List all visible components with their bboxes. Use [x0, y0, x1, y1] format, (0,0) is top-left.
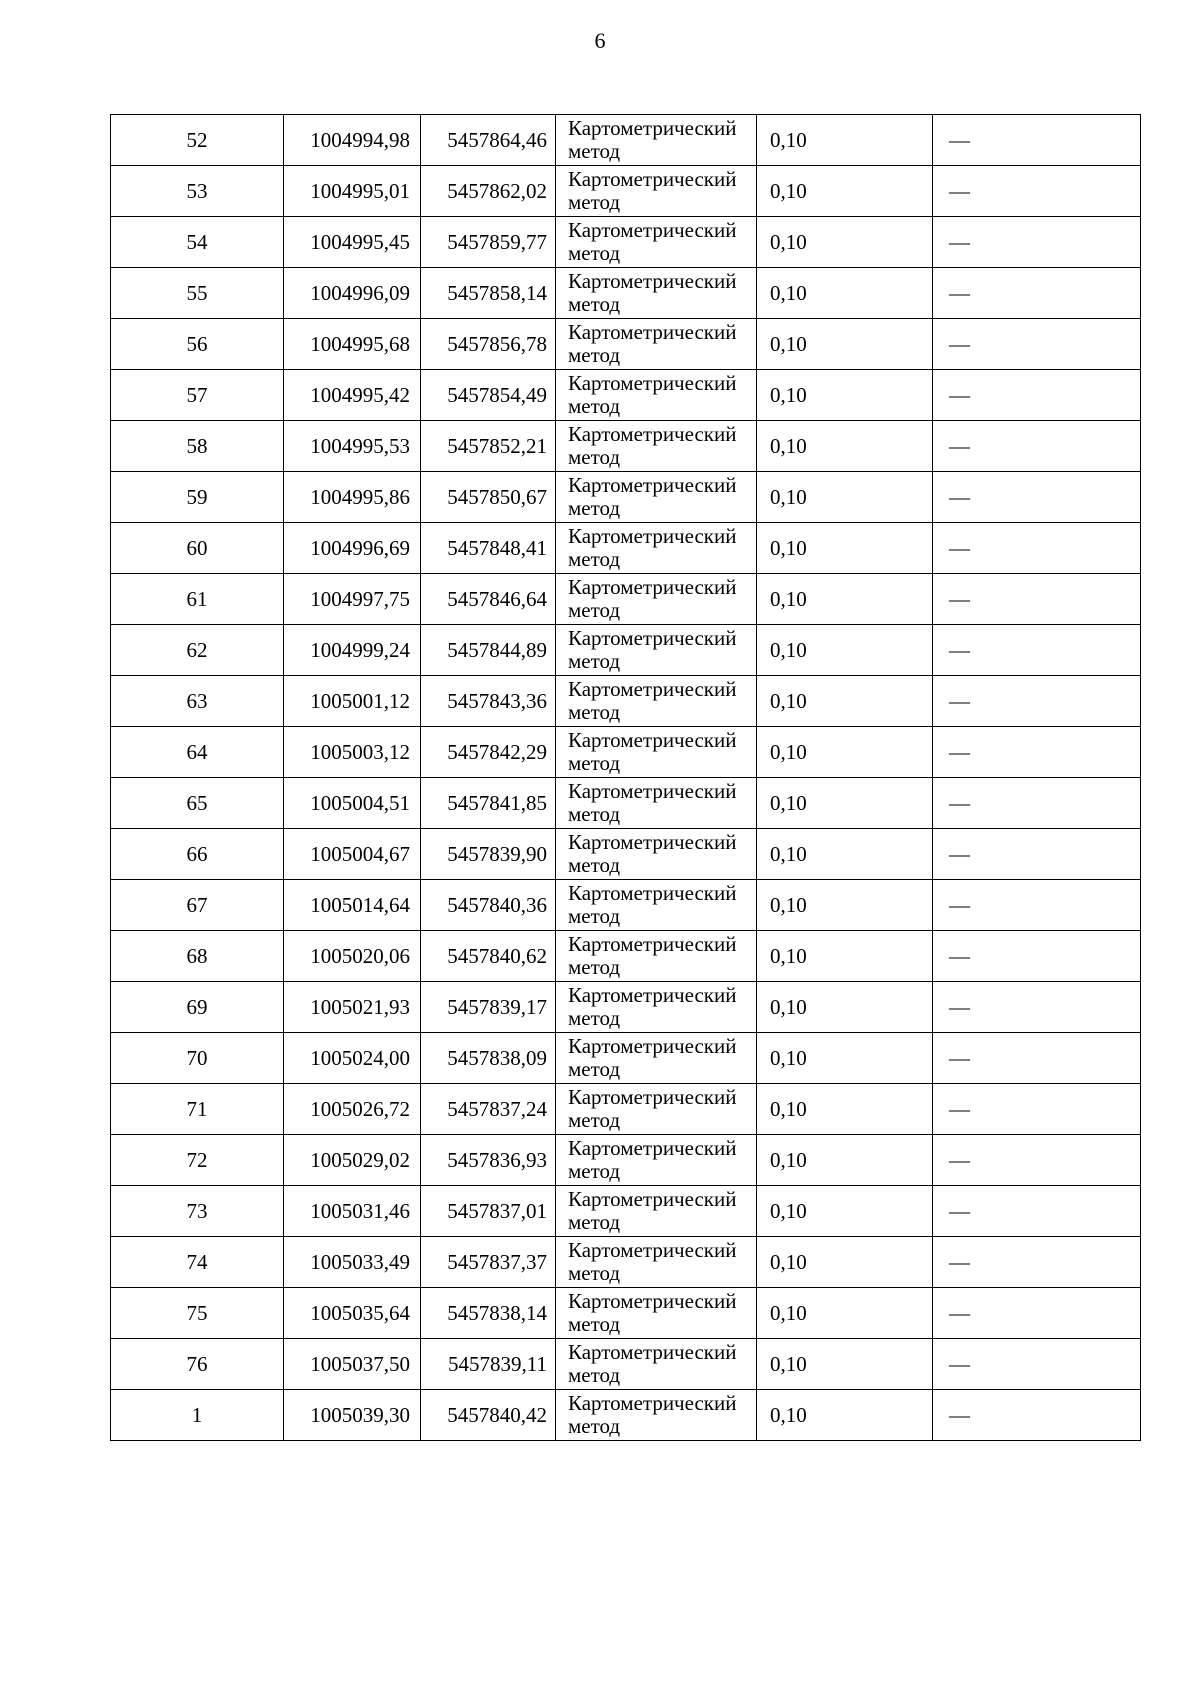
description-cell: —	[933, 931, 1141, 982]
point-number-cell: 71	[111, 1084, 284, 1135]
method-cell	[556, 1186, 757, 1237]
method-line-2: метод	[568, 190, 621, 214]
method-line-1: Картометрический	[568, 728, 737, 752]
method-line-2: метод	[568, 1414, 621, 1438]
description-cell: —	[933, 727, 1141, 778]
accuracy-cell: 0,10	[757, 625, 933, 676]
table-row	[111, 217, 1141, 268]
point-number-cell: 75	[111, 1288, 284, 1339]
method-line-2: метод	[568, 394, 621, 418]
y-coordinate-cell: 5457838,14	[421, 1288, 556, 1339]
table-row	[111, 166, 1141, 217]
point-number-cell: 62	[111, 625, 284, 676]
method-cell	[556, 421, 757, 472]
x-coordinate-cell: 1004994,98	[284, 115, 421, 166]
method-line-2: метод	[568, 904, 621, 928]
point-number-cell: 68	[111, 931, 284, 982]
description-cell: —	[933, 421, 1141, 472]
x-coordinate-cell: 1004995,53	[284, 421, 421, 472]
description-cell: —	[933, 1135, 1141, 1186]
point-number-cell: 53	[111, 166, 284, 217]
method-line-2: метод	[568, 1363, 621, 1387]
y-coordinate-cell: 5457844,89	[421, 625, 556, 676]
x-coordinate-cell: 1005031,46	[284, 1186, 421, 1237]
description-cell: —	[933, 676, 1141, 727]
method-line-1: Картометрический	[568, 1340, 737, 1364]
x-coordinate-cell: 1005004,51	[284, 778, 421, 829]
y-coordinate-cell: 5457839,17	[421, 982, 556, 1033]
table-row	[111, 268, 1141, 319]
table-row	[111, 727, 1141, 778]
method-line-2: метод	[568, 139, 621, 163]
y-coordinate-cell: 5457862,02	[421, 166, 556, 217]
description-cell: —	[933, 1288, 1141, 1339]
table-row	[111, 421, 1141, 472]
y-coordinate-cell: 5457864,46	[421, 115, 556, 166]
description-cell: —	[933, 625, 1141, 676]
x-coordinate-cell: 1005026,72	[284, 1084, 421, 1135]
point-number-cell: 67	[111, 880, 284, 931]
method-line-2: метод	[568, 496, 621, 520]
method-line-1: Картометрический	[568, 1136, 737, 1160]
point-number-cell: 55	[111, 268, 284, 319]
point-number-cell: 52	[111, 115, 284, 166]
x-coordinate-cell: 1004999,24	[284, 625, 421, 676]
method-line-1: Картометрический	[568, 779, 737, 803]
accuracy-cell: 0,10	[757, 1033, 933, 1084]
method-line-1: Картометрический	[568, 1289, 737, 1313]
method-line-1: Картометрический	[568, 1391, 737, 1415]
method-line-2: метод	[568, 802, 621, 826]
point-number-cell: 66	[111, 829, 284, 880]
description-cell: —	[933, 268, 1141, 319]
table-row	[111, 829, 1141, 880]
point-number-cell: 74	[111, 1237, 284, 1288]
method-line-2: метод	[568, 1057, 621, 1081]
method-cell	[556, 268, 757, 319]
method-line-1: Картометрический	[568, 524, 737, 548]
method-cell	[556, 1084, 757, 1135]
y-coordinate-cell: 5457852,21	[421, 421, 556, 472]
x-coordinate-cell: 1005004,67	[284, 829, 421, 880]
y-coordinate-cell: 5457839,90	[421, 829, 556, 880]
x-coordinate-cell: 1004996,69	[284, 523, 421, 574]
method-line-1: Картометрический	[568, 269, 737, 293]
y-coordinate-cell: 5457854,49	[421, 370, 556, 421]
method-line-1: Картометрический	[568, 983, 737, 1007]
method-line-1: Картометрический	[568, 320, 737, 344]
x-coordinate-cell: 1004995,86	[284, 472, 421, 523]
method-cell	[556, 931, 757, 982]
method-line-1: Картометрический	[568, 1187, 737, 1211]
point-number-cell: 57	[111, 370, 284, 421]
point-number-cell: 56	[111, 319, 284, 370]
point-number-cell: 70	[111, 1033, 284, 1084]
table-row	[111, 1390, 1141, 1441]
method-line-2: метод	[568, 751, 621, 775]
accuracy-cell: 0,10	[757, 829, 933, 880]
y-coordinate-cell: 5457840,36	[421, 880, 556, 931]
method-line-2: метод	[568, 445, 621, 469]
y-coordinate-cell: 5457836,93	[421, 1135, 556, 1186]
table-row	[111, 1186, 1141, 1237]
accuracy-cell: 0,10	[757, 370, 933, 421]
method-line-2: метод	[568, 1312, 621, 1336]
table-row	[111, 523, 1141, 574]
table-row	[111, 931, 1141, 982]
table-row	[111, 880, 1141, 931]
table-row	[111, 1339, 1141, 1390]
method-cell	[556, 1135, 757, 1186]
point-number-cell: 60	[111, 523, 284, 574]
x-coordinate-cell: 1004997,75	[284, 574, 421, 625]
x-coordinate-cell: 1005020,06	[284, 931, 421, 982]
method-line-1: Картометрический	[568, 677, 737, 701]
y-coordinate-cell: 5457837,01	[421, 1186, 556, 1237]
x-coordinate-cell: 1005001,12	[284, 676, 421, 727]
table-row	[111, 370, 1141, 421]
y-coordinate-cell: 5457858,14	[421, 268, 556, 319]
accuracy-cell: 0,10	[757, 1390, 933, 1441]
method-cell	[556, 1288, 757, 1339]
y-coordinate-cell: 5457841,85	[421, 778, 556, 829]
method-line-2: метод	[568, 1006, 621, 1030]
method-cell	[556, 829, 757, 880]
description-cell: —	[933, 574, 1141, 625]
y-coordinate-cell: 5457850,67	[421, 472, 556, 523]
method-line-2: метод	[568, 955, 621, 979]
method-cell	[556, 217, 757, 268]
table-row	[111, 982, 1141, 1033]
table-row	[111, 778, 1141, 829]
table-row	[111, 1084, 1141, 1135]
y-coordinate-cell: 5457840,42	[421, 1390, 556, 1441]
method-cell	[556, 574, 757, 625]
method-line-2: метод	[568, 853, 621, 877]
description-cell: —	[933, 319, 1141, 370]
y-coordinate-cell: 5457838,09	[421, 1033, 556, 1084]
x-coordinate-cell: 1005033,49	[284, 1237, 421, 1288]
method-line-2: метод	[568, 343, 621, 367]
method-cell	[556, 1237, 757, 1288]
description-cell: —	[933, 1237, 1141, 1288]
table-row	[111, 1237, 1141, 1288]
accuracy-cell: 0,10	[757, 982, 933, 1033]
method-line-2: метод	[568, 700, 621, 724]
method-line-2: метод	[568, 598, 621, 622]
point-number-cell: 76	[111, 1339, 284, 1390]
x-coordinate-cell: 1004995,45	[284, 217, 421, 268]
x-coordinate-cell: 1005003,12	[284, 727, 421, 778]
description-cell: —	[933, 778, 1141, 829]
x-coordinate-cell: 1005029,02	[284, 1135, 421, 1186]
x-coordinate-cell: 1005039,30	[284, 1390, 421, 1441]
y-coordinate-cell: 5457842,29	[421, 727, 556, 778]
method-line-2: метод	[568, 292, 621, 316]
description-cell: —	[933, 1390, 1141, 1441]
description-cell: —	[933, 217, 1141, 268]
x-coordinate-cell: 1005035,64	[284, 1288, 421, 1339]
x-coordinate-cell: 1005014,64	[284, 880, 421, 931]
table-row	[111, 625, 1141, 676]
accuracy-cell: 0,10	[757, 778, 933, 829]
description-cell: —	[933, 829, 1141, 880]
coordinates-table	[110, 114, 1141, 1441]
method-line-1: Картометрический	[568, 422, 737, 446]
method-line-1: Картометрический	[568, 881, 737, 905]
x-coordinate-cell: 1004995,68	[284, 319, 421, 370]
description-cell: —	[933, 115, 1141, 166]
description-cell: —	[933, 166, 1141, 217]
description-cell: —	[933, 523, 1141, 574]
accuracy-cell: 0,10	[757, 268, 933, 319]
method-cell	[556, 1339, 757, 1390]
accuracy-cell: 0,10	[757, 676, 933, 727]
method-line-1: Картометрический	[568, 167, 737, 191]
method-cell	[556, 982, 757, 1033]
y-coordinate-cell: 5457848,41	[421, 523, 556, 574]
accuracy-cell: 0,10	[757, 472, 933, 523]
method-cell	[556, 166, 757, 217]
method-line-2: метод	[568, 1108, 621, 1132]
point-number-cell: 54	[111, 217, 284, 268]
method-line-1: Картометрический	[568, 218, 737, 242]
method-cell	[556, 115, 757, 166]
y-coordinate-cell: 5457837,24	[421, 1084, 556, 1135]
y-coordinate-cell: 5457846,64	[421, 574, 556, 625]
x-coordinate-cell: 1004996,09	[284, 268, 421, 319]
page-number: 6	[594, 28, 606, 53]
method-line-1: Картометрический	[568, 1238, 737, 1262]
table-row	[111, 115, 1141, 166]
accuracy-cell: 0,10	[757, 166, 933, 217]
method-line-1: Картометрический	[568, 116, 737, 140]
description-cell: —	[933, 1084, 1141, 1135]
table-row	[111, 1135, 1141, 1186]
method-line-2: метод	[568, 1261, 621, 1285]
coordinates-table-body	[111, 115, 1141, 1441]
method-cell	[556, 727, 757, 778]
accuracy-cell: 0,10	[757, 1339, 933, 1390]
accuracy-cell: 0,10	[757, 319, 933, 370]
method-cell	[556, 1390, 757, 1441]
point-number-cell: 61	[111, 574, 284, 625]
method-line-1: Картометрический	[568, 932, 737, 956]
description-cell: —	[933, 880, 1141, 931]
x-coordinate-cell: 1004995,42	[284, 370, 421, 421]
method-line-1: Картометрический	[568, 830, 737, 854]
x-coordinate-cell: 1005021,93	[284, 982, 421, 1033]
method-line-1: Картометрический	[568, 371, 737, 395]
method-line-2: метод	[568, 649, 621, 673]
x-coordinate-cell: 1004995,01	[284, 166, 421, 217]
method-line-1: Картометрический	[568, 1085, 737, 1109]
point-number-cell: 72	[111, 1135, 284, 1186]
accuracy-cell: 0,10	[757, 1135, 933, 1186]
description-cell: —	[933, 1186, 1141, 1237]
point-number-cell: 73	[111, 1186, 284, 1237]
point-number-cell: 59	[111, 472, 284, 523]
y-coordinate-cell: 5457843,36	[421, 676, 556, 727]
method-cell	[556, 880, 757, 931]
accuracy-cell: 0,10	[757, 1288, 933, 1339]
method-cell	[556, 778, 757, 829]
y-coordinate-cell: 5457856,78	[421, 319, 556, 370]
method-line-1: Картометрический	[568, 473, 737, 497]
table-row	[111, 1288, 1141, 1339]
accuracy-cell: 0,10	[757, 115, 933, 166]
accuracy-cell: 0,10	[757, 931, 933, 982]
method-line-2: метод	[568, 1159, 621, 1183]
description-cell: —	[933, 1339, 1141, 1390]
accuracy-cell: 0,10	[757, 217, 933, 268]
accuracy-cell: 0,10	[757, 1186, 933, 1237]
point-number-cell: 58	[111, 421, 284, 472]
point-number-cell: 64	[111, 727, 284, 778]
y-coordinate-cell: 5457859,77	[421, 217, 556, 268]
description-cell: —	[933, 472, 1141, 523]
accuracy-cell: 0,10	[757, 574, 933, 625]
method-cell	[556, 472, 757, 523]
accuracy-cell: 0,10	[757, 421, 933, 472]
method-line-2: метод	[568, 241, 621, 265]
method-cell	[556, 370, 757, 421]
description-cell: —	[933, 982, 1141, 1033]
table-row	[111, 319, 1141, 370]
method-cell	[556, 523, 757, 574]
accuracy-cell: 0,10	[757, 523, 933, 574]
accuracy-cell: 0,10	[757, 727, 933, 778]
point-number-cell: 63	[111, 676, 284, 727]
description-cell: —	[933, 370, 1141, 421]
accuracy-cell: 0,10	[757, 1237, 933, 1288]
method-line-1: Картометрический	[568, 626, 737, 650]
table-row	[111, 472, 1141, 523]
x-coordinate-cell: 1005037,50	[284, 1339, 421, 1390]
accuracy-cell: 0,10	[757, 1084, 933, 1135]
y-coordinate-cell: 5457839,11	[421, 1339, 556, 1390]
description-cell: —	[933, 1033, 1141, 1084]
method-line-1: Картометрический	[568, 575, 737, 599]
method-line-1: Картометрический	[568, 1034, 737, 1058]
y-coordinate-cell: 5457840,62	[421, 931, 556, 982]
table-row	[111, 676, 1141, 727]
point-number-cell: 65	[111, 778, 284, 829]
method-line-2: метод	[568, 547, 621, 571]
point-number-cell: 69	[111, 982, 284, 1033]
method-line-2: метод	[568, 1210, 621, 1234]
x-coordinate-cell: 1005024,00	[284, 1033, 421, 1084]
table-row	[111, 574, 1141, 625]
y-coordinate-cell: 5457837,37	[421, 1237, 556, 1288]
method-cell	[556, 676, 757, 727]
method-cell	[556, 625, 757, 676]
method-cell	[556, 319, 757, 370]
point-number-cell: 1	[111, 1390, 284, 1441]
table-row	[111, 1033, 1141, 1084]
accuracy-cell: 0,10	[757, 880, 933, 931]
method-cell	[556, 1033, 757, 1084]
